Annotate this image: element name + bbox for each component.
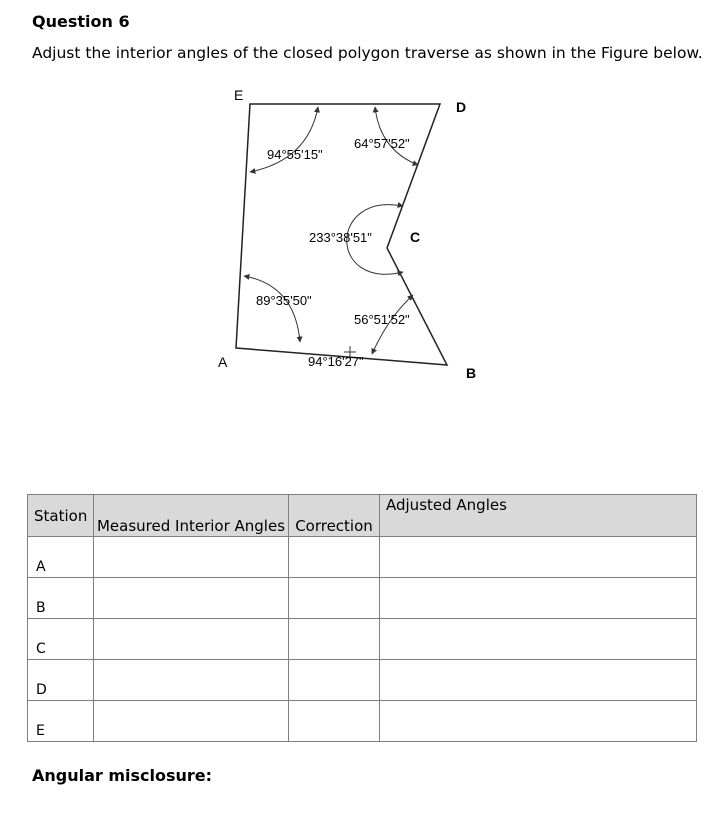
- angles-table: [27, 494, 697, 742]
- measured-cell[interactable]: [94, 701, 289, 742]
- correction-cell[interactable]: [289, 578, 380, 619]
- adjusted-cell[interactable]: [380, 619, 697, 660]
- vertex-label-e: E: [234, 87, 244, 103]
- adjusted-cell[interactable]: [380, 537, 697, 578]
- angle-label-c: 233°38'51": [309, 230, 372, 245]
- station-cell: E: [28, 701, 94, 742]
- measured-cell[interactable]: [94, 660, 289, 701]
- header-adjusted: Adjusted Angles: [380, 495, 697, 537]
- question-title: Question 6: [32, 12, 130, 31]
- correction-cell[interactable]: [289, 619, 380, 660]
- angle-label-ab: 94°16'27": [308, 354, 364, 369]
- header-correction: Correction: [289, 495, 380, 537]
- correction-cell[interactable]: [289, 701, 380, 742]
- question-text: Adjust the interior angles of the closed polygon traverse as shown in the Figure below.: [32, 44, 703, 62]
- table-header-row: [28, 495, 697, 537]
- vertex-label-b: B: [466, 365, 477, 381]
- measured-cell[interactable]: [94, 619, 289, 660]
- table-row: [28, 701, 697, 742]
- table-row: [28, 619, 697, 660]
- table-row: [28, 660, 697, 701]
- header-measured: Measured Interior Angles: [94, 495, 289, 537]
- measured-cell[interactable]: [94, 537, 289, 578]
- station-cell: C: [28, 619, 94, 660]
- adjusted-cell[interactable]: [380, 660, 697, 701]
- adjusted-cell[interactable]: [380, 701, 697, 742]
- measured-cell[interactable]: [94, 578, 289, 619]
- station-cell: B: [28, 578, 94, 619]
- angle-arc-a: [244, 276, 300, 342]
- angle-label-a: 89°35'50": [256, 293, 312, 308]
- table-row: [28, 578, 697, 619]
- vertex-label-d: D: [456, 99, 467, 115]
- angle-arc-e: [250, 107, 318, 172]
- station-cell: D: [28, 660, 94, 701]
- angular-misclosure-label: Angular misclosure:: [32, 766, 213, 785]
- header-station: Station: [28, 495, 94, 537]
- correction-cell[interactable]: [289, 537, 380, 578]
- traverse-figure: [200, 80, 490, 390]
- station-cell: A: [28, 537, 94, 578]
- angle-label-e: 94°55'15": [267, 147, 323, 162]
- correction-cell[interactable]: [289, 660, 380, 701]
- angle-label-d: 64°57'52": [354, 136, 410, 151]
- vertex-label-c: C: [410, 229, 421, 245]
- table-row: [28, 537, 697, 578]
- vertex-label-a: A: [218, 354, 228, 370]
- adjusted-cell[interactable]: [380, 578, 697, 619]
- angle-label-b: 56°51'52": [354, 312, 410, 327]
